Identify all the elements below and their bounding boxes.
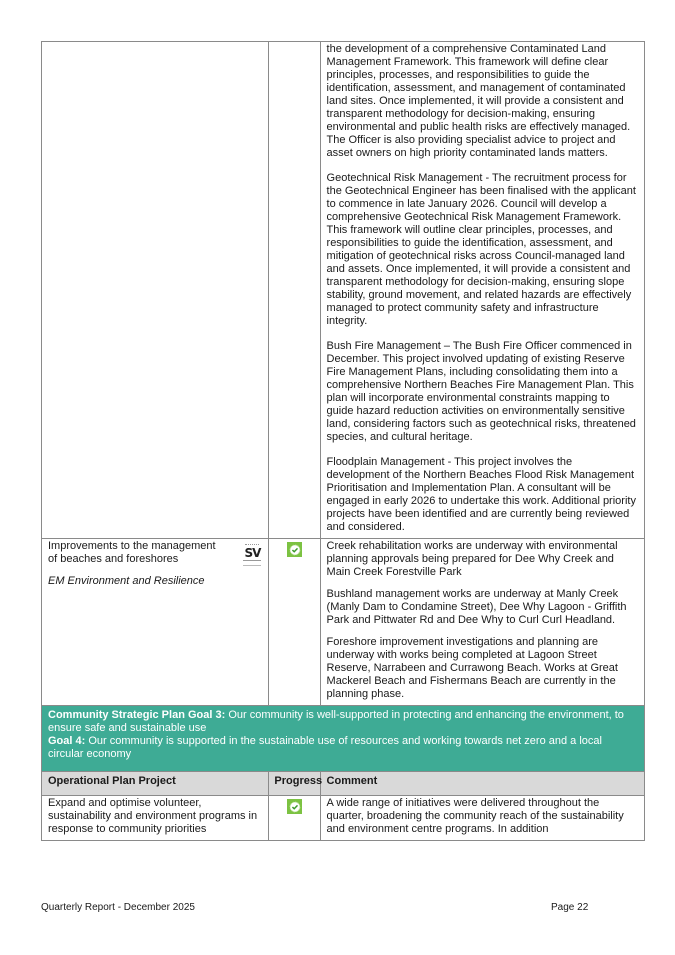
- project-cell: [42, 539, 269, 706]
- project-owner: EM Environment and Resilience: [48, 575, 205, 587]
- project-cell-empty: [42, 42, 269, 539]
- footer-page-number: Page 22: [551, 902, 589, 913]
- comment-paragraph-geotechnical: Geotechnical Risk Management - The recruitment process for the Geotechnical Engineer has been finalised with the applicant to commence in late January 2026. Council will develop a comprehensive Geotechnical Risk Management Framework. This framework will outline clear principles, processes, and responsibilities to guide the identification, assessment, and mitigation of geotechnical risks across Council-managed land and assets. Once implemented, it will provide a consistent and transparent methodology for decision-making, ensuring slope stability, ground movement, and related hazards are effectively managed to protect community safety and infrastructure integrity.: [326, 172, 636, 327]
- comment-paragraph-floodplain: Floodplain Management - This project involves the development of the Northern Beaches Flood Risk Management Prioritisation and Implementation Plan. A consultant will be engaged in early 2026 to undertake this work. Additional priority projects have been identified and are currently being reviewed and considered.: [326, 456, 636, 533]
- table-header-row: [42, 772, 645, 796]
- operational-plan-table: [41, 41, 645, 841]
- progress-cell: [269, 539, 320, 706]
- check-complete-icon: [287, 542, 302, 557]
- table-row-beaches: [42, 539, 645, 706]
- header-project: Operational Plan Project: [42, 772, 269, 796]
- comment-paragraph-bushland: Bushland management works are underway at Manly Creek (Manly Dam to Condamine Street), Dee Why Lagoon - Griffith Park and Pittwater Rd and Dee Why to Curl Curl Headland.: [326, 588, 627, 626]
- comment-cell: [320, 42, 644, 539]
- sv-logo-text: SV: [244, 546, 261, 560]
- header-comment: Comment: [320, 772, 644, 796]
- comment-cell: A wide range of initiatives were delivered throughout the quarter, broadening the community reach of the sustainability and environment centre programs. In addition: [320, 796, 644, 841]
- goal-banner-cell: [42, 706, 645, 772]
- header-progress: Progress: [269, 772, 320, 796]
- goal4-text: Our community is supported in the sustainable use of resources and working towards net zero and a local circular economy: [48, 735, 602, 760]
- footer-report-title: Quarterly Report - December 2025: [41, 902, 195, 913]
- table-row-volunteer: [42, 796, 645, 841]
- comment-paragraph-contaminated-land: the development of a comprehensive Contaminated Land Management Framework. This framework will define clear principles, processes, and responsibilities to guide the identification, assessment, and management of contaminated land sites. Once implemented, it will provide a consistent and transparent methodology for decision-making, ensuring environmental and public health risks are effectively managed. The Officer is also providing specialist advice to project and asset owners on high priority contaminated lands matters.: [326, 43, 631, 159]
- comment-cell: [320, 539, 644, 706]
- comment-paragraph-foreshore: Foreshore improvement investigations and planning are underway with works being completed at Lagoon Street Reserve, Narrabeen and Currawong Beach. Works at Great Mackerel Beach and Fishermans Beach are currently in the planning phase.: [326, 636, 618, 700]
- table-row-continued: [42, 42, 645, 539]
- project-cell: Expand and optimise volunteer, sustainability and environment programs in response to community priorities: [42, 796, 269, 841]
- check-complete-icon: [287, 799, 302, 814]
- sv-logo-icon: [241, 544, 263, 564]
- progress-cell: [269, 796, 320, 841]
- goal3-label: Community Strategic Plan Goal 3:: [48, 709, 226, 721]
- comment-paragraph-bush-fire: Bush Fire Management – The Bush Fire Officer commenced in December. This project involved updating of existing Reserve Fire Management Plans, including consolidating them into a comprehensive Northern Beaches Fire Management Plan. This plan will incorporate environmental constraints mapping to guide hazard reduction activities on environmentally sensitive land, considering factors such as geotechnical risks, threatened species, and cultural heritage.: [326, 340, 636, 443]
- goal-banner: [42, 706, 645, 772]
- goal3-text: Our community is well-supported in protecting and enhancing the environment, to ensure safe and sustainable use: [48, 709, 624, 734]
- progress-cell-empty: [269, 42, 320, 539]
- comment-paragraph-creek: Creek rehabilitation works are underway with environmental planning approvals being prepared for Dee Why Creek and Main Creek Forestville Park: [326, 540, 618, 578]
- project-title: Improvements to the management of beaches and foreshores: [48, 540, 216, 565]
- goal4-label: Goal 4:: [48, 735, 86, 747]
